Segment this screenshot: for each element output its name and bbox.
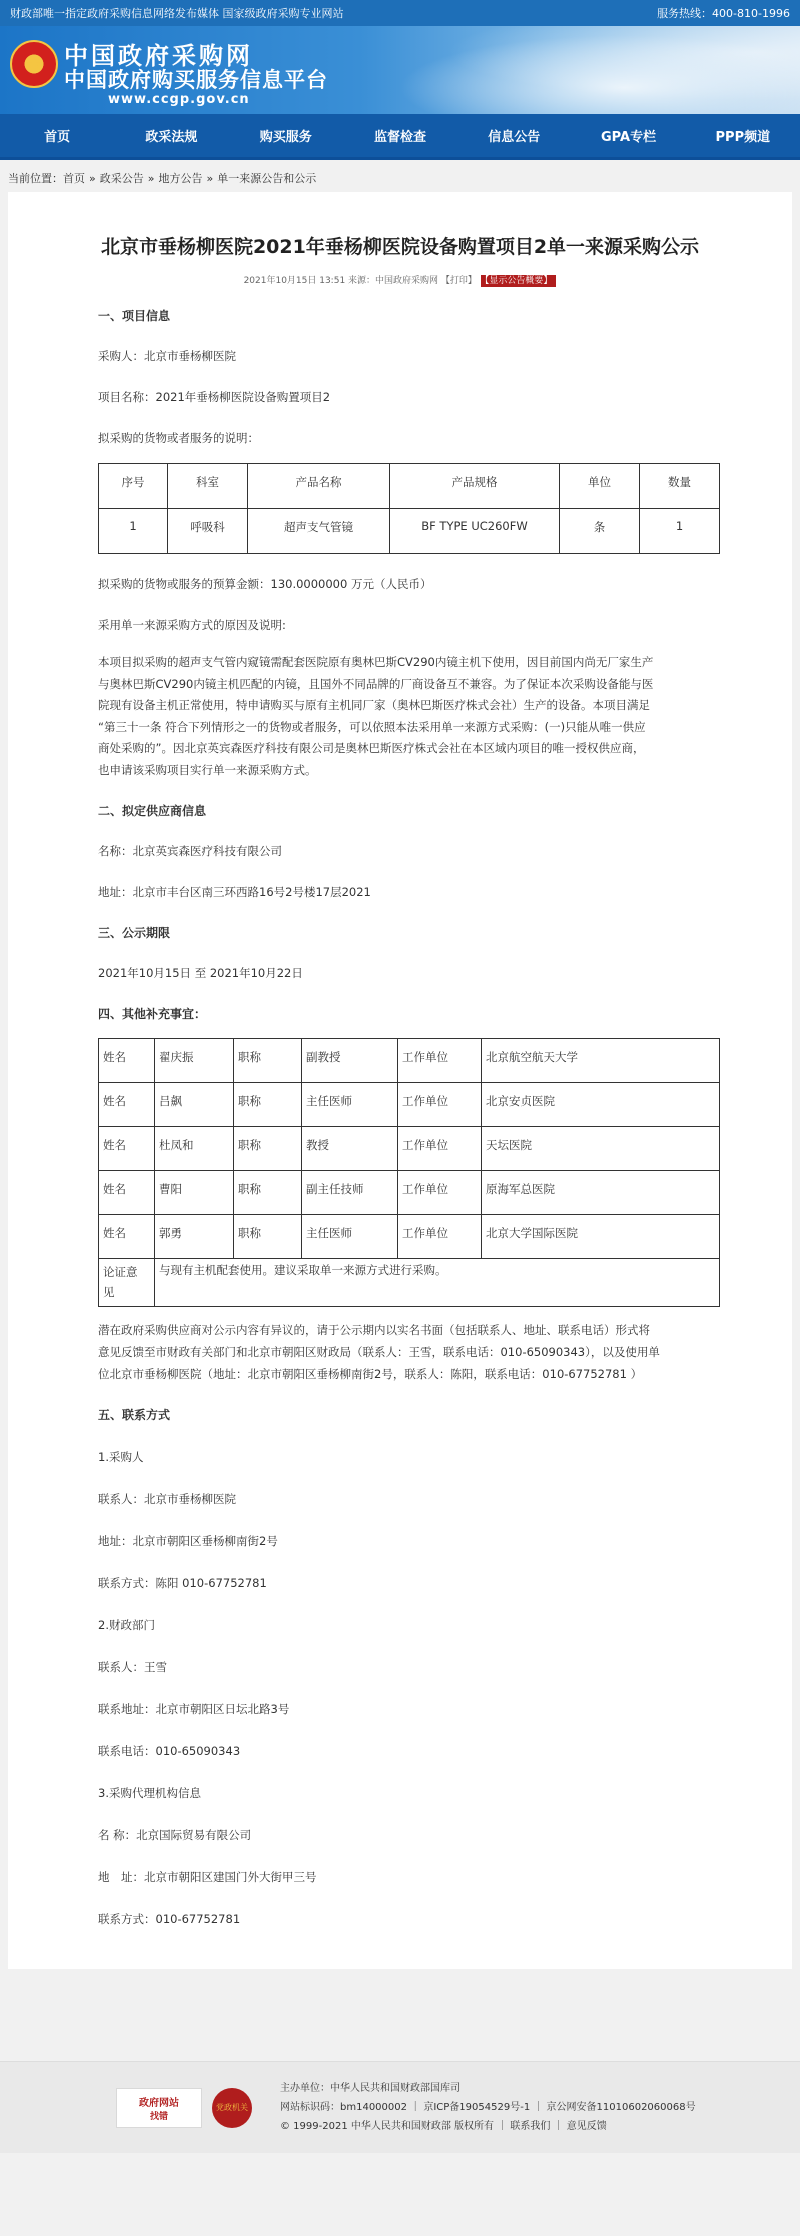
site-url: www.ccgp.gov.cn (108, 92, 250, 107)
table-cell: 工作单位 (398, 1083, 482, 1127)
section-heading: 五、联系方式 (98, 1408, 171, 1422)
table-cell: 职称 (234, 1127, 302, 1171)
objection-line: 意见反馈至市财政有关部门和北京市朝阳区财政局（联系人：王雪，联系电话：010-65090343），以及使用单 (98, 1345, 660, 1359)
table-row (99, 509, 720, 554)
error-report-badge-line: 政府网站 (139, 2097, 179, 2109)
table-cell: 北京安贞医院 (482, 1083, 720, 1127)
contact-line: 名 称：北京国际贸易有限公司 (98, 1828, 252, 1842)
site-subtitle: 中国政府购买服务信息平台 (64, 68, 328, 92)
table-cell: 姓名 (99, 1171, 155, 1215)
table-cell: 职称 (234, 1039, 302, 1083)
show-summary-button[interactable]: 【显示公告概要】 (481, 275, 557, 287)
table-cell: BF TYPE UC260FW (390, 509, 560, 554)
national-emblem-icon: ★ (10, 40, 58, 88)
table-cell: 副主任技师 (302, 1171, 398, 1215)
table-cell: 姓名 (99, 1127, 155, 1171)
contact-line: 2.财政部门 (98, 1618, 155, 1632)
breadcrumb-prefix: 当前位置： (8, 172, 63, 185)
table-cell: 工作单位 (398, 1127, 482, 1171)
desc-label: 拟采购的货物或者服务的说明： (98, 431, 259, 445)
contact-line: 联系人：北京市垂杨柳医院 (98, 1492, 236, 1506)
contact-line: 3.采购代理机构信息 (98, 1786, 201, 1800)
supplier-address: 地址：北京市丰台区南三环西路16号2号楼17层2021 (98, 885, 371, 899)
public-period: 2021年10月15日 至 2021年10月22日 (98, 966, 303, 980)
objection-line: 潜在政府采购供应商对公示内容有异议的，请于公示期内以实名书面（包括联系人、地址、联系电话）形式将 (98, 1323, 650, 1337)
table-cell: 天坛医院 (482, 1127, 720, 1171)
top-bar-slogan: 财政部唯一指定政府采购信息网络发布媒体 国家级政府采购专业网站 (10, 7, 344, 20)
breadcrumb: 当前位置： 首页 » 政采公告 » 地方公告 » 单一来源公告和公示 (8, 171, 317, 185)
reason-paragraph (98, 652, 720, 781)
top-bar (0, 0, 800, 26)
article-body (98, 306, 720, 1929)
reason-line: 与奥林巴斯CV290内镜主机匹配的内镜，且国外不同品牌的厂商设备互不兼容。为了保证本次采购设备能与医 (98, 676, 654, 691)
section-heading: 三、公示期限 (98, 926, 171, 940)
table-header-cell: 产品规格 (390, 464, 560, 509)
nav-home[interactable]: 首页 (44, 130, 71, 145)
table-header-cell: 序号 (99, 464, 168, 509)
section-heading: 一、项目信息 (98, 309, 171, 323)
table-cell: 原海军总医院 (482, 1171, 720, 1215)
table-header-cell: 产品名称 (248, 464, 390, 509)
table-cell: 工作单位 (398, 1215, 482, 1259)
table-cell: 北京航空航天大学 (482, 1039, 720, 1083)
table-header-cell: 单位 (560, 464, 640, 509)
table-cell: 职称 (234, 1215, 302, 1259)
nav-regulations[interactable]: 政采法规 (145, 130, 198, 145)
article-meta (8, 273, 792, 286)
table-header-cell: 数量 (640, 464, 720, 509)
reason-line: 院现有设备主机正常使用，特申请购买与原有主机同厂家（奥林巴斯医疗株式会社）生产的设备。本项目满足 (98, 698, 650, 712)
table-cell: 姓名 (99, 1083, 155, 1127)
party-government-badge-label: 党政机关 (216, 2103, 248, 2112)
footer-sponsor: 主办单位：中华人民共和国财政部国库司 (280, 2083, 460, 2094)
table-row (99, 1039, 720, 1083)
nav-ppp[interactable]: PPP频道 (715, 130, 771, 145)
footer-info (280, 2079, 696, 2136)
table-cell: 曹阳 (155, 1171, 234, 1215)
reason-line: “第三十一条 符合下列情形之一的货物或者服务，可以依照本法采用单一来源方式采购：(一)只能从唯一供应 (98, 719, 646, 734)
site-banner (0, 26, 800, 114)
nav-supervision[interactable]: 监督检查 (373, 130, 426, 145)
table-cell: 条 (560, 509, 640, 554)
table-cell: 职称 (234, 1083, 302, 1127)
table-cell: 杜凤和 (155, 1127, 234, 1171)
service-hotline: 服务热线：400-810-1996 (657, 7, 790, 20)
site-footer (0, 2061, 800, 2153)
table-cell: 1 (99, 509, 168, 554)
contact-line: 地址：北京市朝阳区垂杨柳南街2号 (98, 1534, 278, 1548)
error-report-badge-line: 找错 (149, 2111, 168, 2122)
table-header-cell: 科室 (168, 464, 248, 509)
objection-line: 位北京市垂杨柳医院（地址：北京市朝阳区垂杨柳南街2号，联系人：陈阳，联系电话：010-67752781 ） (98, 1367, 643, 1381)
footer-copyright: © 1999-2021 中华人民共和国财政部 版权所有 ｜ 联系我们 ｜ 意见反馈 (280, 2121, 607, 2132)
page-title: 北京市垂杨柳医院2021年垂杨柳医院设备购置项目2单一来源采购公示 (100, 236, 700, 258)
table-cell: 北京大学国际医院 (482, 1215, 720, 1259)
breadcrumb-local[interactable]: 地方公告 (158, 172, 203, 185)
article-container (8, 192, 792, 1969)
table-row (99, 1171, 720, 1215)
reason-line: 商处采购的”。因北京英宾森医疗科技有限公司是奥林巴斯医疗株式会社在本区域内项目的唯一授权供应商， (98, 741, 645, 755)
experts-table (98, 1038, 720, 1307)
breadcrumb-announcements[interactable]: 政采公告 (99, 172, 144, 185)
banner-clouds (360, 26, 800, 114)
items-table (98, 463, 720, 554)
nav-gpa[interactable]: GPA专栏 (601, 130, 657, 145)
table-cell: 教授 (302, 1127, 398, 1171)
table-row (99, 1259, 720, 1307)
budget-line: 拟采购的货物或服务的预算金额：130.0000000 万元（人民币） (98, 577, 432, 591)
party-government-badge-icon[interactable] (212, 2088, 252, 2128)
table-cell: 吕飙 (155, 1083, 234, 1127)
error-report-badge[interactable] (116, 2088, 202, 2128)
breadcrumb-home[interactable]: 首页 (63, 172, 85, 185)
section-heading: 四、其他补充事宜： (98, 1007, 207, 1021)
conclusion-label (99, 1259, 155, 1307)
article-meta-text: 2021年10月15日 13:51 来源：中国政府采购网 【打印】 (243, 276, 477, 286)
contact-line: 联系方式：010-67752781 (98, 1912, 241, 1926)
conclusion-text: 与现有主机配套使用。建议采取单一来源方式进行采购。 (155, 1259, 720, 1307)
table-cell: 工作单位 (398, 1039, 482, 1083)
contact-line: 地 址：北京市朝阳区建国门外大街甲三号 (98, 1870, 317, 1884)
table-row (99, 1127, 720, 1171)
contact-line: 联系方式：陈阳 010-67752781 (98, 1576, 267, 1590)
reason-line: 本项目拟采购的超声支气管内窥镜需配套医院原有奥林巴斯CV290内镜主机下使用，因目前国内尚无厂家生产 (98, 655, 654, 669)
table-cell: 职称 (234, 1171, 302, 1215)
table-cell: 超声支气管镜 (248, 509, 390, 554)
nav-services[interactable]: 购买服务 (259, 130, 312, 145)
table-cell: 呼吸科 (168, 509, 248, 554)
table-cell: 郭勇 (155, 1215, 234, 1259)
reason-line: 也申请该采购项目实行单一来源采购方式。 (98, 762, 317, 777)
table-row (99, 1215, 720, 1259)
section-heading: 二、拟定供应商信息 (98, 804, 207, 818)
breadcrumb-single-source[interactable]: 单一来源公告和公示 (217, 172, 317, 185)
table-cell: 姓名 (99, 1039, 155, 1083)
contact-line: 联系人：王雪 (98, 1660, 167, 1674)
footer-icp: 网站标识码：bm14000002 ｜ 京ICP备19054529号-1 ｜ 京公网安备11010602060068号 (280, 2102, 696, 2113)
nav-announcements[interactable]: 信息公告 (488, 130, 541, 145)
contact-line: 1.采购人 (98, 1450, 144, 1464)
table-row (99, 1083, 720, 1127)
project-line: 项目名称：2021年垂杨柳医院设备购置项目2 (98, 390, 331, 404)
main-nav (0, 114, 800, 160)
site-title: 中国政府采购网 (64, 41, 253, 70)
supplier-name: 名称：北京英宾森医疗科技有限公司 (98, 844, 282, 858)
table-cell: 主任医师 (302, 1215, 398, 1259)
conclusion-label-line: 论证意 (103, 1265, 138, 1279)
table-cell: 1 (640, 509, 720, 554)
table-cell: 姓名 (99, 1215, 155, 1259)
table-cell: 翟庆振 (155, 1039, 234, 1083)
table-header-row (99, 464, 720, 509)
contact-line: 联系电话：010-65090343 (98, 1744, 241, 1758)
table-cell: 副教授 (302, 1039, 398, 1083)
conclusion-label-line: 见 (103, 1285, 115, 1299)
objection-paragraph (98, 1319, 720, 1385)
table-cell: 主任医师 (302, 1083, 398, 1127)
reason-label: 采用单一来源采购方式的原因及说明: (98, 618, 286, 632)
contact-line: 联系地址：北京市朝阳区日坛北路3号 (98, 1702, 290, 1716)
buyer-line: 采购人：北京市垂杨柳医院 (98, 349, 236, 363)
table-cell: 工作单位 (398, 1171, 482, 1215)
